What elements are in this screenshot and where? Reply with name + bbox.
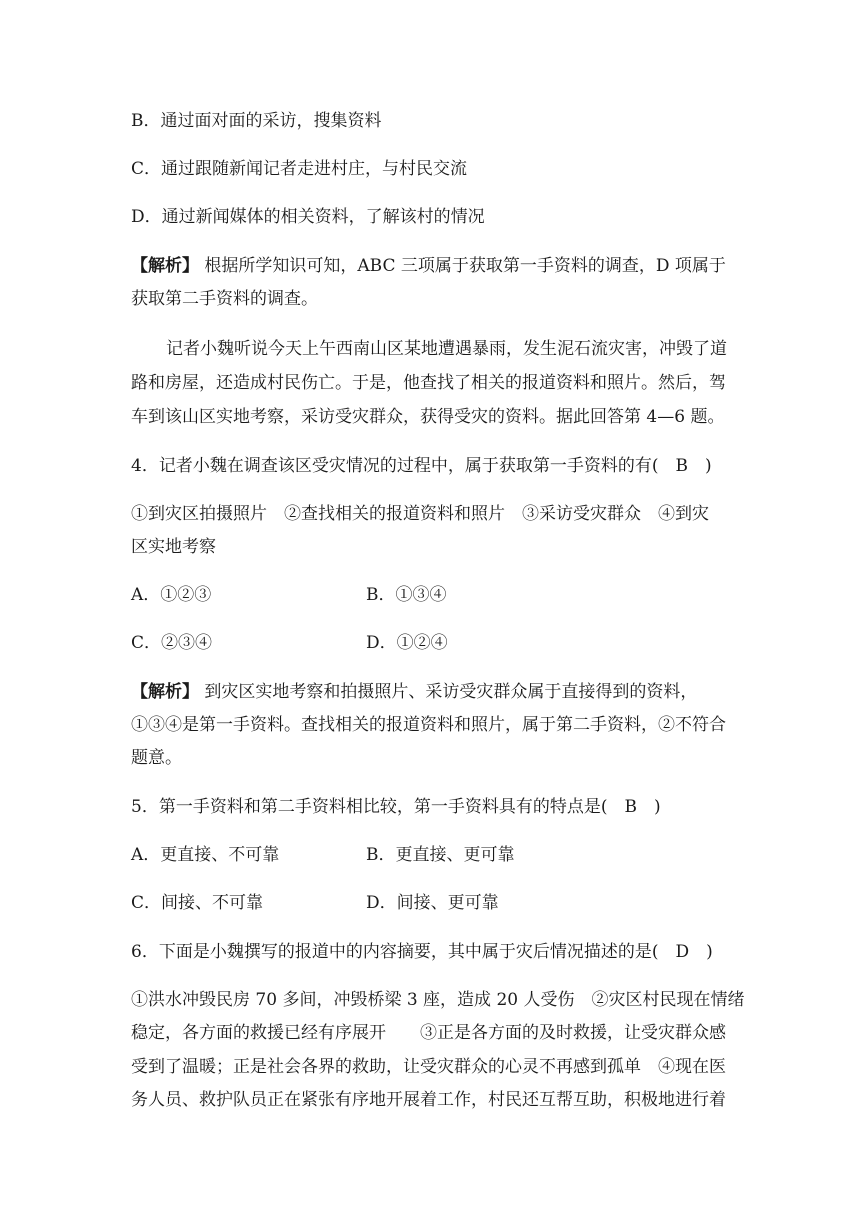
question-6-items-1: ①洪水冲毁民房 70 多间，冲毁桥梁 3 座，造成 20 人受伤 ②灾区村民现在情绪 <box>131 990 745 1010</box>
option-b-q5: B．更直接、更可靠 <box>366 845 515 865</box>
question-6-items-2: 稳定，各方面的救援已经有序展开 ③正是各方面的及时救援，让受灾群众感 <box>131 1023 726 1043</box>
option-c-q5: C．间接、不可靠 <box>131 893 264 913</box>
analysis-text: 到灾区实地考察和拍摄照片、采访受灾群众属于直接得到的资料， <box>199 682 698 702</box>
analysis-label: 【解析】 <box>131 256 199 276</box>
question-6: 6．下面是小魏撰写的报道中的内容摘要，其中属于灾后情况描述的是( D ) <box>131 942 713 962</box>
analysis-q4 <box>131 680 697 704</box>
question-4-items-cont: 区实地考察 <box>131 537 216 557</box>
question-6-items-4: 务人员、救护队员正在紧张有序地开展着工作，村民还互帮互助，积极地进行着 <box>131 1090 726 1110</box>
option-d-q3: D．通过新闻媒体的相关资料，了解该村的情况 <box>131 207 485 227</box>
option-d-q5: D．间接、更可靠 <box>366 893 499 913</box>
analysis-q3-cont: 获取第二手资料的调查。 <box>131 289 318 309</box>
option-c-q3: C．通过跟随新闻记者走进村庄，与村民交流 <box>131 159 468 179</box>
passage-line-2: 路和房屋，还造成村民伤亡。于是，他查找了相关的报道资料和照片。然后，驾 <box>131 373 726 393</box>
option-a-q5: A．更直接、不可靠 <box>131 845 280 865</box>
analysis-q3 <box>131 254 726 278</box>
passage-line-1: 记者小魏听说今天上午西南山区某地遭遇暴雨，发生泥石流灾害，冲毁了道 <box>166 339 727 359</box>
question-4: 4．记者小魏在调查该区受灾情况的过程中，属于获取第一手资料的有( B ) <box>131 456 712 476</box>
analysis-text: 根据所学知识可知，ABC 三项属于获取第一手资料的调查，D 项属于 <box>199 256 726 276</box>
analysis-q4-cont-2: 题意。 <box>131 748 182 768</box>
option-b-q4: B．①③④ <box>366 585 447 605</box>
question-4-items: ①到灾区拍摄照片 ②查找相关的报道资料和照片 ③采访受灾群众 ④到灾 <box>131 504 709 524</box>
option-b-q3: B．通过面对面的采访，搜集资料 <box>131 111 382 131</box>
option-c-q4: C．②③④ <box>131 633 213 653</box>
question-6-items-3: 受到了温暖；正是社会各界的救助，让受灾群众的心灵不再感到孤单 ④现在医 <box>131 1057 726 1077</box>
passage-line-3: 车到该山区实地考察，采访受灾群众，获得受灾的资料。据此回答第 4—6 题。 <box>131 407 725 427</box>
question-5: 5．第一手资料和第二手资料相比较，第一手资料具有的特点是( B ) <box>131 797 661 817</box>
analysis-q4-cont-1: ①③④是第一手资料。查找相关的报道资料和照片，属于第二手资料，②不符合 <box>131 715 726 735</box>
analysis-label: 【解析】 <box>131 682 199 702</box>
option-a-q4: A．①②③ <box>131 585 212 605</box>
option-d-q4: D．①②④ <box>366 633 448 653</box>
